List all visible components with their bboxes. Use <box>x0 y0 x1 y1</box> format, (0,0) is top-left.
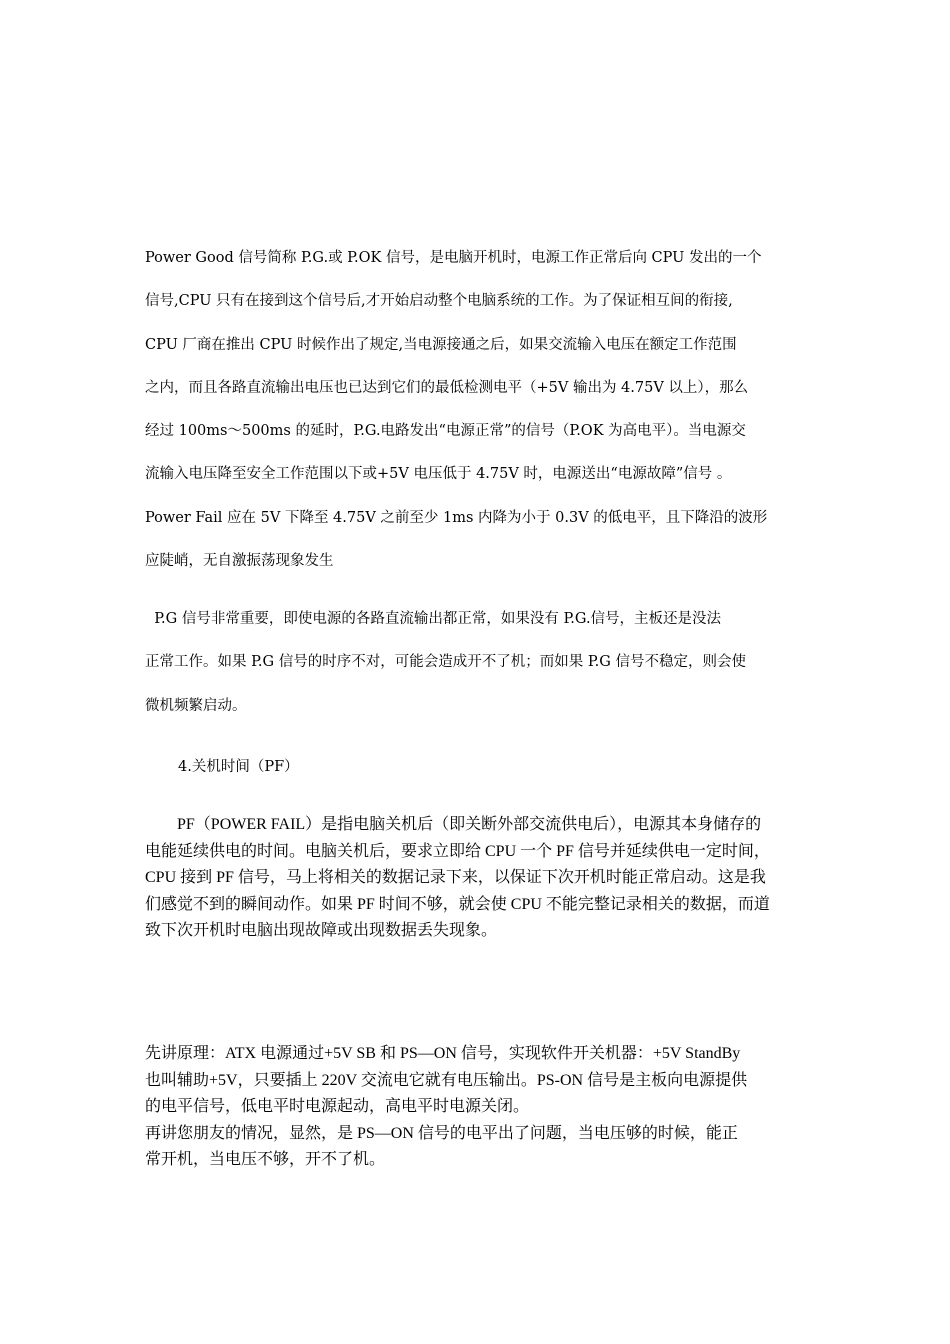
power-good-paragraph <box>145 248 825 594</box>
text-line: 之内，而且各路直流输出电压也已达到它们的最低检测电平（+5V 输出为 4.75V 以上），那么 <box>145 379 749 396</box>
pg-importance-paragraph <box>145 609 825 739</box>
power-fail-paragraph <box>145 812 825 945</box>
text-line: 微机频繁启动。 <box>145 697 247 714</box>
text-line: 信号,CPU 只有在接到这个信号后,才开始启动整个电脑系统的工作。为了保证相互间的衔接, <box>145 293 733 310</box>
text-line: 常开机，当电压不够，开不了机。 <box>145 1151 386 1169</box>
text-line: P.G 信号非常重要，即使电源的各路直流输出都正常，如果没有 P.G.信号，主板还是没法 <box>145 611 722 627</box>
text-line: 先讲原理：ATX 电源通过+5V SB 和 PS—ON 信号，实现软件开关机器：+5V StandBy <box>145 1045 741 1062</box>
text-line: CPU 厂商在推出 CPU 时候作出了规定,当电源接通之后，如果交流输入电压在额定工作范围 <box>145 336 737 353</box>
text-line: 也叫辅助+5V，只要插上 220V 交流电它就有电压输出。PS-ON 信号是主板向电源提供 <box>145 1071 748 1089</box>
text-line: PF（POWER FAIL）是指电脑关机后（即关断外部交流供电后），电源其本身储存的 <box>177 816 762 833</box>
text-line: 们感觉不到的瞬间动作。如果 PF 时间不够，就会使 CPU 不能完整记录相关的数据，而道 <box>145 895 770 913</box>
text-line: Power Fail 应在 5V 下降至 4.75V 之前至少 1ms 内降为小于 0.3V 的低电平，且下降沿的波形 <box>145 509 768 526</box>
text-line: 电能延续供电的时间。电脑关机后，要求立即给 CPU 一个 PF 信号并延续供电一定时间， <box>145 842 770 860</box>
text-line: 正常工作。如果 P.G 信号的时序不对，可能会造成开不了机；而如果 P.G 信号不稳定，则会使 <box>145 654 746 671</box>
atx-principle-paragraph <box>145 1041 825 1174</box>
text-line: 经过 100ms～500ms 的延时，P.G.电路发出“电源正常”的信号（P.OK 为高电平）。当电源交 <box>145 423 746 440</box>
text-line: 致下次开机时电脑出现故障或出现数据丢失现象。 <box>145 922 498 940</box>
section-heading-power-off-time: 4.关机时间（PF） <box>178 759 299 775</box>
text-line: CPU 接到 PF 信号，马上将相关的数据记录下来，以保证下次开机时能正常启动。这是我 <box>145 869 766 887</box>
text-line: 应陡峭，无自激振荡现象发生 <box>145 553 334 570</box>
text-line: 流输入电压降至安全工作范围以下或+5V 电压低于 4.75V 时，电源送出“电源故障”信号 。 <box>145 466 732 483</box>
text-line: Power Good 信号简称 P.G.或 P.OK 信号，是电脑开机时，电源工作正常后向 CPU 发出的一个 <box>145 250 762 266</box>
text-line: 的电平信号，低电平时电源起动，高电平时电源关闭。 <box>145 1098 530 1116</box>
text-line: 再讲您朋友的情况，显然，是 PS—ON 信号的电平出了问题，当电压够的时候，能正 <box>145 1124 738 1142</box>
